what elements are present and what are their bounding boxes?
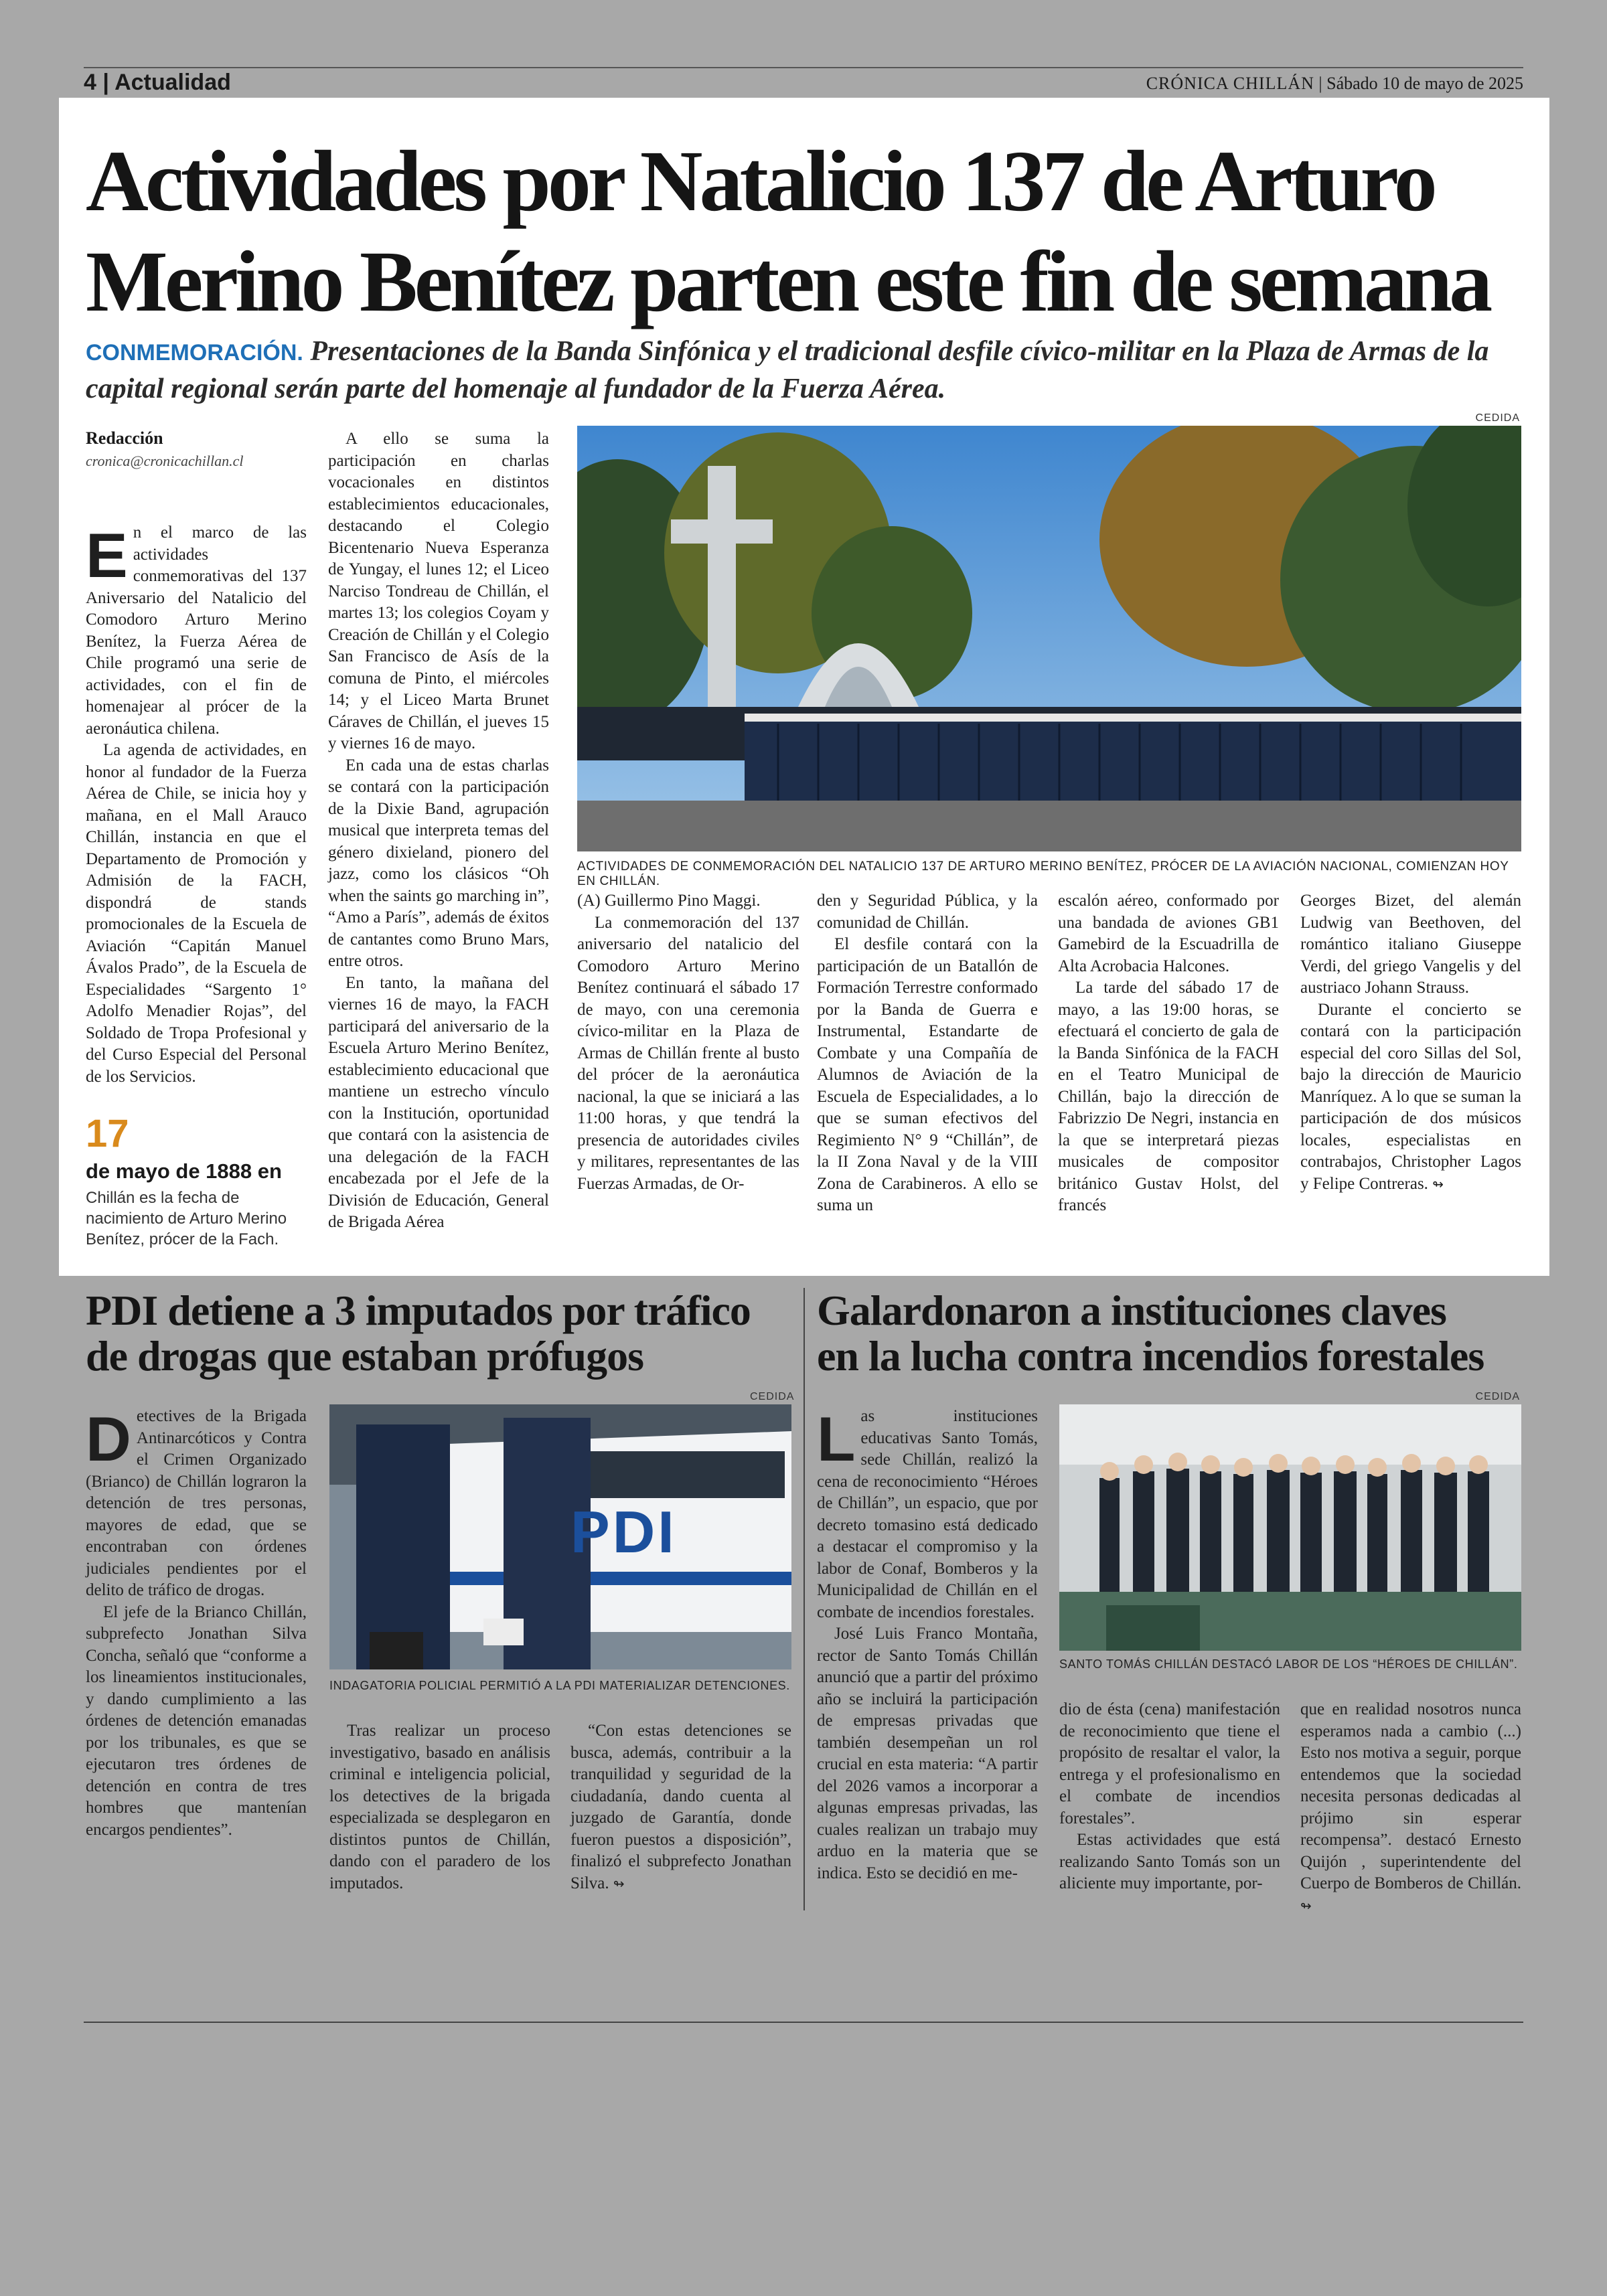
- section-name: Actualidad: [114, 70, 231, 95]
- pdi-photo: [329, 1404, 791, 1669]
- pdi-logo-text: PDI: [570, 1499, 677, 1565]
- kicker: CONMEMORACIÓN.: [86, 340, 303, 365]
- fire-col-2: dio de ésta (cena) manifestación de reconocimiento que tiene el propósito de resaltar el valor, la entrega y el profesionalismo en el combate de incendios forestales”. Estas actividades que está realizando Santo Tomás son un aliciente muy importante, por-: [1059, 1700, 1280, 1892]
- publication-line: CRÓNICA CHILLÁN | Sábado 10 de mayo de 2025: [1146, 74, 1523, 93]
- pdi-headline: PDI detiene a 3 imputados por tráfico de drogas que estaban prófugos: [86, 1287, 751, 1380]
- photo-credit: CEDIDA: [1475, 412, 1520, 424]
- factbox-text: Chillán es la fecha de nacimiento de Arturo Merino Benítez, prócer de la Fach.: [86, 1189, 287, 1248]
- main-col-3: (A) Guillermo Pino Maggi. La conmemoración del 137 aniversario del natalicio del Comodoro Arturo Merino Benítez continuará el sábado 17 de mayo, con una ceremonia cívico-militar en la Plaza de Armas de Chillán frente al busto del prócer de la aeronáutica nacional, la que se iniciará a las 11:00 horas, y que tendrá la presencia de autoridades civiles y militares, representantes de las Fuerzas Armadas, de Or-: [577, 892, 799, 1193]
- parade-illustration: [577, 426, 1521, 851]
- section-separator: |: [102, 70, 115, 95]
- fire-dropcap: L: [817, 1404, 856, 1474]
- page-number: 4: [84, 70, 96, 95]
- end-of-article-icon: ↬: [1432, 1175, 1444, 1192]
- column-divider: [804, 1288, 805, 1910]
- pdi-dropcap: D: [86, 1404, 131, 1474]
- main-col-4: den y Seguridad Pública, y la comunidad de Chillán. El desfile contará con la participación de un Batallón de Formación Terrestre conformado por la Banda de Guerra e Instrumental, Estandarte de Combate y una Compañía de Alumnos de Aviación de la Escuela de Especialidades, a lo que se suman efectivos del Regimiento N° 9 “Chillán”, de la II Zona Naval y de la VIII Zona de Carabineros. A ello se suma un: [817, 892, 1038, 1214]
- pdi-col-2: Tras realizar un proceso investigativo, basado en análisis criminal e inteligencia policial, los detectives de la brigada especializada se desplegaron en distintos puntos de Chillán, dando con el paradero de los imputados.: [329, 1722, 550, 1892]
- byline-email[interactable]: cronica@cronicachillan.cl: [86, 453, 244, 469]
- fire-photo-credit: CEDIDA: [1475, 1391, 1520, 1402]
- byline: Redacción: [86, 428, 163, 448]
- main-photo: [577, 426, 1521, 851]
- pdi-photo-caption: INDAGATORIA POLICIAL PERMITIÓ A LA PDI MATERIALIZAR DETENCIONES.: [329, 1679, 790, 1692]
- end-of-article-icon: ↬: [613, 1875, 625, 1892]
- publication-date: Sábado 10 de mayo de 2025: [1326, 74, 1523, 93]
- fire-headline: Galardonaron a instituciones claves en la lucha contra incendios forestales: [817, 1287, 1484, 1380]
- dropcap: E: [86, 520, 128, 590]
- pdi-car-illustration: [329, 1404, 791, 1669]
- factbox-lead: de mayo de 1888 en: [86, 1159, 282, 1183]
- main-headline: Actividades por Natalicio 137 de Arturo Merino Benítez parten este fin de semana: [86, 133, 1490, 330]
- pdi-col-3: “Con estas detenciones se busca, además, contribuir a la tranquilidad y seguridad de la ciudadanía, dando cuenta al juzgado de Garantía, donde fueron puestos a disposición”, finalizó el subprefecto Jonathan Silva. ↬: [570, 1722, 791, 1892]
- end-of-article-icon: ↬: [1300, 1897, 1312, 1914]
- header-rule: [84, 67, 1523, 68]
- bottom-rule: [84, 2022, 1523, 2023]
- main-col-6: Georges Bizet, del alemán Ludwig van Beethoven, del romántico italiano Giuseppe Verdi, del griego Vangelis y del austriaco Johann Strauss. Durante el concierto se contará con la participación especial del coro Sillas del Sol, bajo la dirección de Mauricio Manríquez. A lo que se suman la participación de dos músicos locales, especialistas en contrabajos, Christopher Lagos y Felipe Contreras. ↬: [1300, 892, 1521, 1193]
- fire-col-3: que en realidad nosotros nunca esperamos nada a cambio (...) Esto nos motiva a seguir, porque entendemos que la sociedad necesita personas dedicadas al prójimo sin esperar recompensa”. destacó Ernesto Quijón , superintendente del Cuerpo de Bomberos de Chillán. ↬: [1300, 1700, 1521, 1914]
- pdi-photo-credit: CEDIDA: [750, 1391, 795, 1402]
- main-col-1: En el marco de las actividades conmemorativas del 137 Aniversario del Natalicio del Comodoro Arturo Merino Benítez, la Fuerza Aérea de Chile programó una serie de actividades, con el fin de homenajear al prócer de la aeronáutica chilena. La agenda de actividades, en honor al fundador de la Fuerza Aérea de Chile, se inicia hoy y mañana, en el Mall Arauco Chillán, instancia en que el Departamento de Promoción y Admisión de la FACH, dispondrá de stands promocionales de la Escuela de Aviación “Capitán Manuel Ávalos Prado”, de la Escuela de Especialidades “Sargento 1° Adolfo Menadier Rojas”, del Soldado de Tropa Profesional y del Curso Especial del Personal de los Servicios.: [86, 520, 307, 1086]
- pdi-col-1: Detectives de la Brigada Antinarcóticos y Contra el Crimen Organizado (Brianco) de Chillán lograron la detención de tres personas, mayores de edad, que se encontraban con órdenes judiciales pendientes por el delito de tráfico de drogas. El jefe de la Brianco Chillán, subprefecto Jonathan Silva Concha, señaló que “conforme a los lineamientos institucionales, y dando cumplimiento a las órdenes de detención emanadas por los tribunales, es que se ejecutaron tres órdenes de detención en contra de tres hombres que mantenían encargos pendientes”.: [86, 1404, 307, 1839]
- publication-name: CRÓNICA CHILLÁN: [1146, 74, 1314, 93]
- main-col-5: escalón aéreo, conformado por una bandada de aviones GB1 Gamebird de la Escuadrilla de Alta Acrobacia Halcones. La tarde del sábado 17 de mayo, a las 19:00 horas, se efectuará el concierto de gala de la Banda Sinfónica de la FACH en el Teatro Municipal de Chillán, bajo la dirección de Fabrizzio De Negri, instancia en la que se interpretará piezas musicales de compositor británico Gustav Holst, del francés: [1058, 892, 1279, 1214]
- fire-photo: [1059, 1404, 1521, 1651]
- main-photo-caption: ACTIVIDADES DE CONMEMORACIÓN DEL NATALICIO 137 DE ARTURO MERINO BENÍTEZ, PRÓCER DE LA AVIACIÓN NACIONAL, COMIENZAN HOY EN CHILLÁN.: [577, 859, 1509, 888]
- deck-text: Presentaciones de la Banda Sinfónica y el tradicional desfile cívico-militar en la Plaza de Armas de la capital regional serán parte del homenaje al fundador de la Fuerza Aérea.: [86, 336, 1489, 404]
- main-deck: [86, 333, 1525, 407]
- fire-col-1: Las instituciones educativas Santo Tomás, sede Chillán, realizó la cena de reconocimiento “Héroes de Chillán”, un espacio, que por decreto tomasino está dedicado a destacar el compromiso y la labor de Conaf, Bomberos y la Municipalidad de Chillán en el combate de incendios forestales. José Luis Franco Montaña, rector de Santo Tomás Chillán anunció que a partir del próximo año se incluirá la participación de empresas privadas que también desempeñan un rol crucial en esta materia: “A partir del 2026 vamos a incorporar a algunas empresas privadas, las cuales realizan un trabajo muy arduo en la materia que se indica. Esto se decidió en me-: [817, 1404, 1038, 1882]
- main-col-2: A ello se suma la participación en charlas vocacionales en distintos establecimientos educacionales, destacando el Colegio Bicentenario Nueva Esperanza de Yungay, el lunes 12; el Liceo Narciso Tondreau de Chillán, el martes 13; los colegios Coyam y Creación de Chillán y el Colegio San Francisco de Asís de la comuna de Pinto, el miércoles 14; y el Liceo Marta Brunet Cáraves de Chillán, el jueves 15 y viernes 16 de mayo. En cada una de estas charlas se contará con la participación de la Dixie Band, agrupación musical que interpreta temas del género dixieland, pionero del jazz, como los clásicos “Oh when the saints go marching in”, “Amo a París”, además de éxitos de cantantes como Bruno Mars, entre otros. En tanto, la mañana del viernes 16 de mayo, la FACH participará del aniversario de la Escuela Arturo Merino Benítez, establecimiento educacional que mantiene un estrecho vínculo con la Institución, oportunidad que contará con la asistencia de una delegación de la FACH encabezada por el Jefe de la División de Educación, General de Brigada Aérea: [328, 430, 549, 1231]
- fire-photo-caption: SANTO TOMÁS CHILLÁN DESTACÓ LABOR DE LOS “HÉROES DE CHILLÁN”.: [1059, 1657, 1518, 1671]
- factbox-number: 17: [86, 1112, 129, 1155]
- ceremony-illustration: [1059, 1404, 1521, 1651]
- section-label: [84, 70, 231, 96]
